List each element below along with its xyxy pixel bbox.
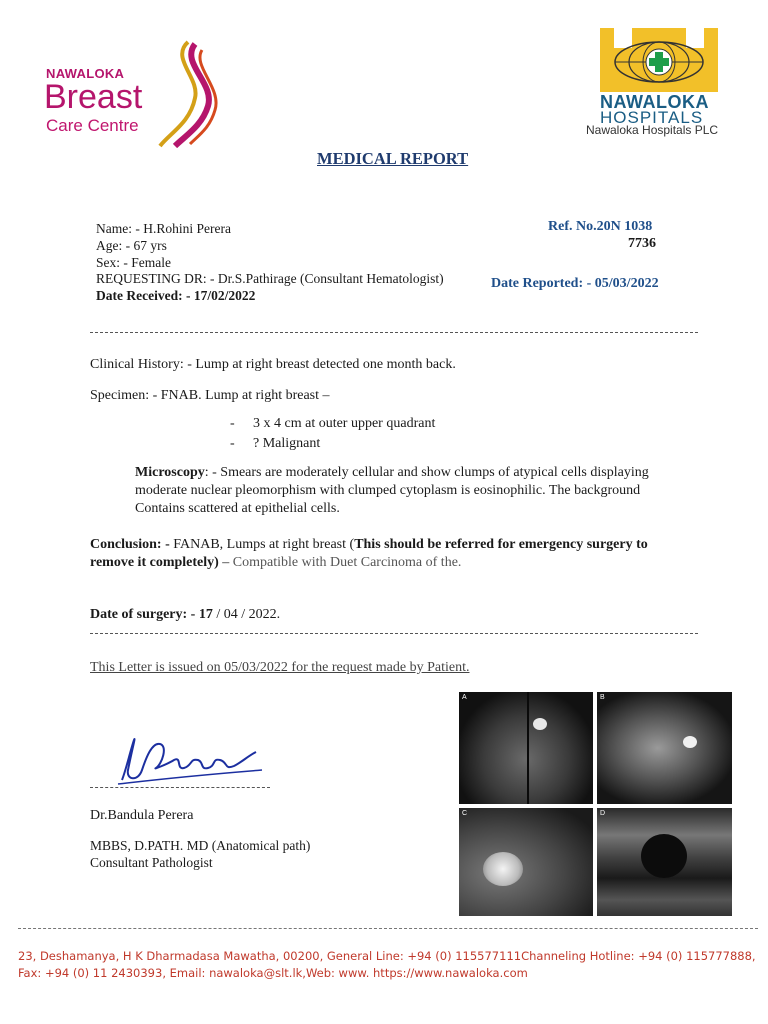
- patient-sex: Sex: - Female: [96, 255, 171, 270]
- signature-line: [90, 787, 270, 788]
- patient-name: Name: - H.Rohini Perera: [96, 221, 231, 236]
- image-label: D: [600, 810, 606, 817]
- microscopy-label: Microscopy: [135, 465, 205, 480]
- specimen-bullet-malignant: ? Malignant: [253, 436, 321, 451]
- specimen: Specimen: - FNAB. Lump at right breast –: [90, 388, 330, 403]
- breast-care-centre-logo: [40, 38, 200, 148]
- surgery-date-rest: / 04 / 2022.: [212, 607, 281, 622]
- logo-text-nawaloka-hospitals: NAWALOKA: [600, 92, 709, 112]
- footer-contact: Fax: +94 (0) 11 2430393, Email: nawaloka@slt.lk,Web: www. https://www.nawaloka.com: [18, 966, 528, 980]
- reference-number: Ref. No.20N 1038: [548, 219, 653, 234]
- ribbon-swirl-icon: [140, 38, 230, 148]
- bullet-dash: -: [230, 436, 235, 451]
- conclusion-label: Conclusion: -: [90, 537, 170, 552]
- conclusion-recommendation: This should be referred for emergency surgery to remove it completely): [90, 537, 648, 570]
- clinical-history: Clinical History: - Lump at right breast detected one month back.: [90, 357, 456, 372]
- surgery-date-line: [90, 607, 280, 623]
- microscopy-text: : - Smears are moderately cellular and show clumps of atypical cells displaying moderate nuclear pleomorphism with clumped cytoplasm is eosinophilic. The background Contains scattered at epithelial cells.: [135, 465, 649, 516]
- logo-text-hospitals: HOSPITALS: [600, 108, 704, 127]
- surgery-date-label: Date of surgery: -: [90, 607, 196, 622]
- specimen-bullet-size: 3 x 4 cm at outer upper quadrant: [253, 416, 436, 431]
- image-label: A: [462, 694, 467, 701]
- microscopy-paragraph: [135, 464, 690, 518]
- hospital-globe-cross-icon: [600, 28, 718, 92]
- conclusion-text: FANAB, Lumps at right breast (: [169, 537, 355, 552]
- reference-number-suffix: 7736: [628, 236, 656, 251]
- signature-image: [112, 730, 272, 790]
- mammogram-image-c: [459, 808, 593, 916]
- mammogram-image-a: [459, 692, 593, 804]
- conclusion-dash: –: [218, 555, 233, 570]
- nawaloka-hospitals-logo: [580, 26, 750, 141]
- signatory-name: Dr.Bandula Perera: [90, 808, 194, 823]
- logo-text-breast: Breast: [44, 78, 143, 116]
- issued-statement: This Letter is issued on 05/03/2022 for the request made by Patient.: [90, 660, 470, 675]
- conclusion-diagnosis: Compatible with Duet Carcinoma of the.: [232, 555, 462, 570]
- mammogram-image-b: [597, 692, 732, 804]
- bullet-dash: -: [230, 416, 235, 431]
- footer-divider: [18, 928, 758, 929]
- signatory-role: Consultant Pathologist: [90, 855, 213, 870]
- signatory-qualifications: MBBS, D.PATH. MD (Anatomical path): [90, 838, 311, 853]
- date-received: Date Received: - 17/02/2022: [96, 288, 256, 303]
- mammography-image-panel: [457, 690, 734, 916]
- divider: [90, 633, 698, 634]
- ultrasound-image-d: [597, 808, 732, 916]
- footer-address: 23, Deshamanya, H K Dharmadasa Mawatha, 00200, General Line: +94 (0) 115577111Channeling Hotline: +94 (0) 115777888,: [18, 949, 756, 963]
- report-title: MEDICAL REPORT: [317, 149, 469, 168]
- logo-text-nawaloka: NAWALOKA: [46, 66, 125, 81]
- image-label: B: [600, 694, 605, 701]
- requesting-doctor: REQUESTING DR: - Dr.S.Pathirage (Consultant Hematologist): [96, 271, 444, 286]
- surgery-date-day: 17: [195, 607, 213, 622]
- divider: [90, 332, 698, 333]
- company-name: Nawaloka Hospitals PLC: [586, 123, 719, 137]
- date-reported: Date Reported: - 05/03/2022: [491, 276, 659, 291]
- image-label: C: [462, 810, 468, 817]
- conclusion-paragraph: [90, 536, 690, 572]
- patient-age: Age: - 67 yrs: [96, 238, 167, 253]
- logo-text-care-centre: Care Centre: [46, 116, 139, 135]
